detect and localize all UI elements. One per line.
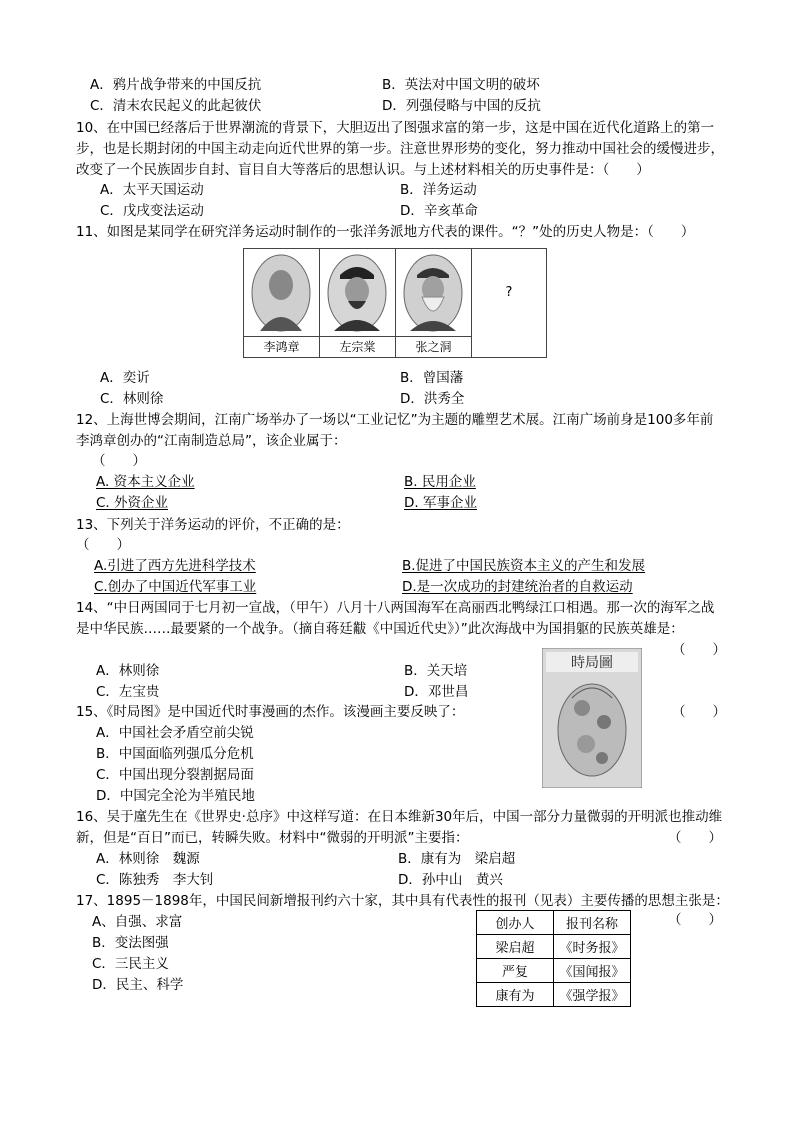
q12-option-c: C. 外资企业 xyxy=(96,495,169,511)
table-cell: 《强学报》 xyxy=(554,983,631,1007)
portrait-cell-3 xyxy=(396,249,472,357)
portrait-cell-unknown xyxy=(472,249,546,357)
q15-option-a: A．中国社会矛盾空前尖锐 xyxy=(96,725,254,741)
q13-bracket: （ ） xyxy=(76,537,130,553)
q11-option-c: C．林则徐 xyxy=(100,391,164,407)
q12-stem: 12、上海世博会期间，江南广场举办了一场以“工业记忆”为主题的雕塑艺术展。江南广场前身是100多年前李鸿章创办的“江南制造总局”，该企业属于： xyxy=(76,412,714,449)
q9-option-c: C．清末农民起义的此起彼伏 xyxy=(90,98,262,114)
portrait-name-3: 张之洞 xyxy=(396,336,471,357)
q12-bracket: （ ） xyxy=(92,453,146,469)
table-cell: 《国闻报》 xyxy=(554,959,631,983)
portrait-zhang-zhidong xyxy=(402,253,464,333)
q11-option-a: A．奕䜣 xyxy=(100,370,150,386)
q13-option-c: C.创办了中国近代军事工业 xyxy=(94,579,257,595)
q12-option-d: D. 军事企业 xyxy=(404,495,477,511)
q10-option-b: B．洋务运动 xyxy=(400,182,477,198)
q12-option-a: A. 资本主义企业 xyxy=(96,474,195,490)
q15-option-c: C．中国出现分裂割据局面 xyxy=(96,767,254,783)
q17-stem: 17、1895－1898年，中国民间新增报刊约六十家，其中具有代表性的报刊（见表）主要传播的思想主张是： xyxy=(76,893,729,909)
shiju-tu-cartoon-image xyxy=(542,648,642,788)
q11-option-b: B．曾国藩 xyxy=(400,370,464,386)
table-cell: 《时务报》 xyxy=(554,935,631,959)
q10-stem: 10、在中国已经落后于世界潮流的背景下，大胆迈出了图强求富的第一步，这是中国在近代化道路上的第一步，也是长期封闭的中国主动走向近代世界的第一步。注意世界形势的变化，努力推动中国社会的缓慢进步，改变了一个民族固步自封、盲目自大等落后的思想认识。与上述材料相关的历史事件是：（ ） xyxy=(76,120,724,178)
q16-option-c: C．陈独秀 李大钊 xyxy=(96,872,214,888)
question-mark: ? xyxy=(505,285,513,300)
table-row xyxy=(477,959,631,983)
portrait-cell-2 xyxy=(320,249,396,357)
q17-option-a: A、自强、求富 xyxy=(92,914,183,930)
q10-option-c: C．戊戌变法运动 xyxy=(100,203,204,219)
q17-bracket: （ ） xyxy=(668,912,722,928)
table-row xyxy=(477,935,631,959)
q9-option-b: B．英法对中国文明的破坏 xyxy=(382,77,540,93)
table-row xyxy=(477,983,631,1007)
q16-option-a: A．林则徐 魏源 xyxy=(96,851,200,867)
q15-stem: 15、《时局图》是中国近代时事漫画的杰作。该漫画主要反映了： xyxy=(76,704,465,720)
q16-stem: 16、吴于廑先生在《世界史·总序》中这样写道：在日本维新30年后，中国一部分力量微弱的开明派也推动维新，但是“百日”而已，转瞬失败。材料中“微弱的开明派”主要指： xyxy=(76,809,723,846)
table-header-founder: 创办人 xyxy=(477,911,554,935)
portrait-zuo-zongtang xyxy=(326,253,388,333)
q16-bracket: （ ） xyxy=(668,830,722,846)
q13-option-a: A.引进了西方先进科学技术 xyxy=(94,558,256,574)
q15-option-b: B．中国面临列强瓜分危机 xyxy=(96,746,254,762)
table-cell: 康有为 xyxy=(477,983,554,1007)
portrait-table xyxy=(243,248,547,358)
q13-option-d: D.是一次成功的封建统治者的自救运动 xyxy=(402,579,633,595)
table-cell: 严复 xyxy=(477,959,554,983)
q12-option-b: B. 民用企业 xyxy=(404,474,476,490)
q14-option-c: C．左宝贵 xyxy=(96,684,160,700)
portrait-name-2: 左宗棠 xyxy=(320,336,395,357)
q14-option-d: D．邓世昌 xyxy=(404,684,469,700)
q11-option-d: D．洪秀全 xyxy=(400,391,465,407)
q15-bracket: （ ） xyxy=(672,704,726,720)
q11-stem: 11、如图是某同学在研究洋务运动时制作的一张洋务派地方代表的课件。“？”处的历史人物是：（ ） xyxy=(76,224,695,240)
q17-option-d: D．民主、科学 xyxy=(92,977,184,993)
q16-option-b: B．康有为 梁启超 xyxy=(398,851,516,867)
q13-stem: 13、下列关于洋务运动的评价，不正确的是： xyxy=(76,517,350,533)
table-header-newspaper: 报刊名称 xyxy=(554,911,631,935)
q14-bracket: （ ） xyxy=(672,642,726,658)
q9-option-a: A．鸦片战争带来的中国反抗 xyxy=(90,77,262,93)
cartoon-title: 時局圖 xyxy=(571,655,613,671)
q14-option-b: B．关天培 xyxy=(404,663,468,679)
q14-option-a: A．林则徐 xyxy=(96,663,160,679)
q14-stem: 14、“中日两国同于七月初一宣战，（甲午）八月十八两国海军在高丽西北鸭绿江口相遇。那一次的海军之战是中华民族……最要紧的一个战争。（摘自蒋廷黻《中国近代史》）”此次海战中为国捐躯的民族英雄是： xyxy=(76,600,715,637)
newspaper-table xyxy=(476,910,631,1007)
portrait-cell-1 xyxy=(244,249,320,357)
q16-option-d: D．孙中山 黄兴 xyxy=(398,872,503,888)
portrait-li-hongzhang xyxy=(250,253,312,333)
table-header-row xyxy=(477,911,631,935)
q17-option-c: C．三民主义 xyxy=(92,956,169,972)
q15-option-d: D．中国完全沦为半殖民地 xyxy=(96,788,255,804)
q10-option-a: A．太平天国运动 xyxy=(100,182,204,198)
q10-option-d: D．辛亥革命 xyxy=(400,203,478,219)
portrait-name-1: 李鸿章 xyxy=(244,336,319,357)
table-cell: 梁启超 xyxy=(477,935,554,959)
q17-option-b: B．变法图强 xyxy=(92,935,169,951)
q13-option-b: B.促进了中国民族资本主义的产生和发展 xyxy=(402,558,646,574)
q9-option-d: D．列强侵略与中国的反抗 xyxy=(382,98,541,114)
